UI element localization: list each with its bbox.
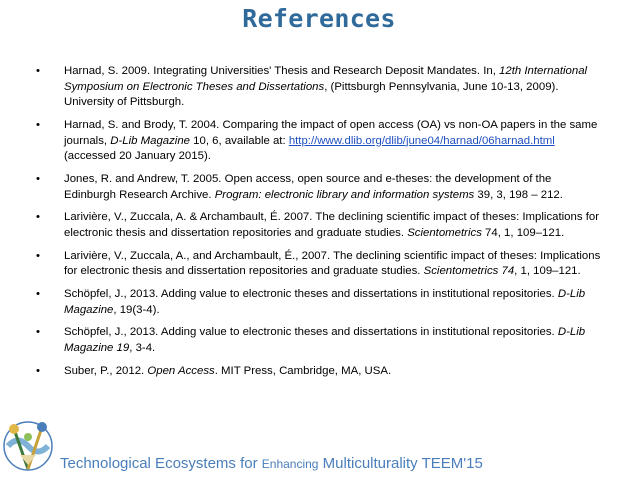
reference-text: 39, 3, 198 – 212. (474, 188, 563, 201)
reference-item (36, 210, 602, 241)
reference-text: Schöpfel, J., 2013. Adding value to electronic theses and dissertations in institutional repositories. (64, 288, 558, 301)
reference-list (36, 64, 602, 387)
reference-text: Larivière, V., Zuccala, A., and Archambault, É., 2007. The declining scientific impact of theses: Implications for electronic thesis and dissertation repositories and graduate studies. (64, 249, 601, 278)
reference-text: Suber, P., 2012. (64, 364, 148, 377)
reference-item (36, 249, 602, 280)
reference-item (36, 325, 602, 356)
bullet-marker: • (36, 118, 40, 131)
reference-text: , 19(3-4). (113, 303, 160, 316)
footer-part-3: Multiculturality TEEM'15 (318, 455, 483, 472)
bullet-marker: • (36, 65, 40, 77)
bullet-marker: • (36, 326, 40, 339)
reference-italic-text: D-Lib Magazine (64, 288, 586, 316)
reference-italic-text: Program: electronic library and information systems (214, 188, 475, 201)
footer-part-1: Technological Ecosystems for (60, 455, 262, 472)
teem-logo-icon (2, 415, 54, 477)
reference-italic-text: 12th International Symposium on Electronic Theses and Dissertations (64, 65, 588, 93)
bullet-marker: • (36, 211, 40, 224)
reference-item (36, 287, 602, 318)
reference-text: , 1, 109–121. (514, 265, 581, 278)
footer-part-2: Enhancing (261, 457, 319, 471)
reference-italic-text: Scientometrics 74 (423, 265, 515, 278)
reference-item (36, 64, 602, 111)
reference-text: , (Pittsburgh Pennsylvania, June 10-13, 2009). University of Pittsburgh. (64, 80, 559, 109)
bullet-marker: • (36, 364, 40, 377)
reference-text: , 3-4. (129, 342, 156, 355)
reference-text: Schöpfel, J., 2013. Adding value to electronic theses and dissertations in institutional repositories. (64, 326, 558, 339)
reference-text: Harnad, S. and Brody, T. 2004. Comparing the impact of open access (OA) vs non-OA papers in the same journals, (64, 118, 598, 147)
reference-italic-text: D-Lib Magazine (110, 134, 191, 147)
reference-italic-text: Open Access (147, 364, 215, 377)
reference-text: Harnad, S. 2009. Integrating Universities' Thesis and Research Deposit Mandates. In, (64, 65, 500, 77)
reference-item (36, 118, 602, 165)
reference-italic-text: Scientometrics (407, 226, 482, 239)
reference-text: 74, 1, 109–121. (481, 226, 565, 239)
reference-text: Larivière, V., Zuccala, A. & Archambault, É. 2007. The declining scientific impact of theses: Implications for electronic thesis and dissertation repositories and graduate studies. (64, 211, 599, 239)
slide-title: References (242, 4, 396, 33)
bullet-marker: • (36, 249, 40, 262)
reference-item (36, 364, 602, 380)
reference-italic-text: D-Lib Magazine 19 (64, 326, 586, 355)
reference-text: Jones, R. and Andrew, T. 2005. Open access, open source and e-theses: the development of the Edinburgh Research Archive. (64, 172, 552, 201)
reference-text: 10, 6, available at: (190, 134, 289, 147)
bullet-marker: • (36, 172, 40, 185)
reference-item (36, 172, 602, 203)
bullet-marker: • (36, 288, 40, 301)
reference-link[interactable]: http://www.dlib.org/dlib/june04/harnad/06harnad.html (288, 134, 555, 147)
reference-text: (accessed 20 January 2015). (64, 150, 211, 163)
footer-text (60, 455, 483, 472)
reference-text: . MIT Press, Cambridge, MA, USA. (214, 364, 392, 377)
